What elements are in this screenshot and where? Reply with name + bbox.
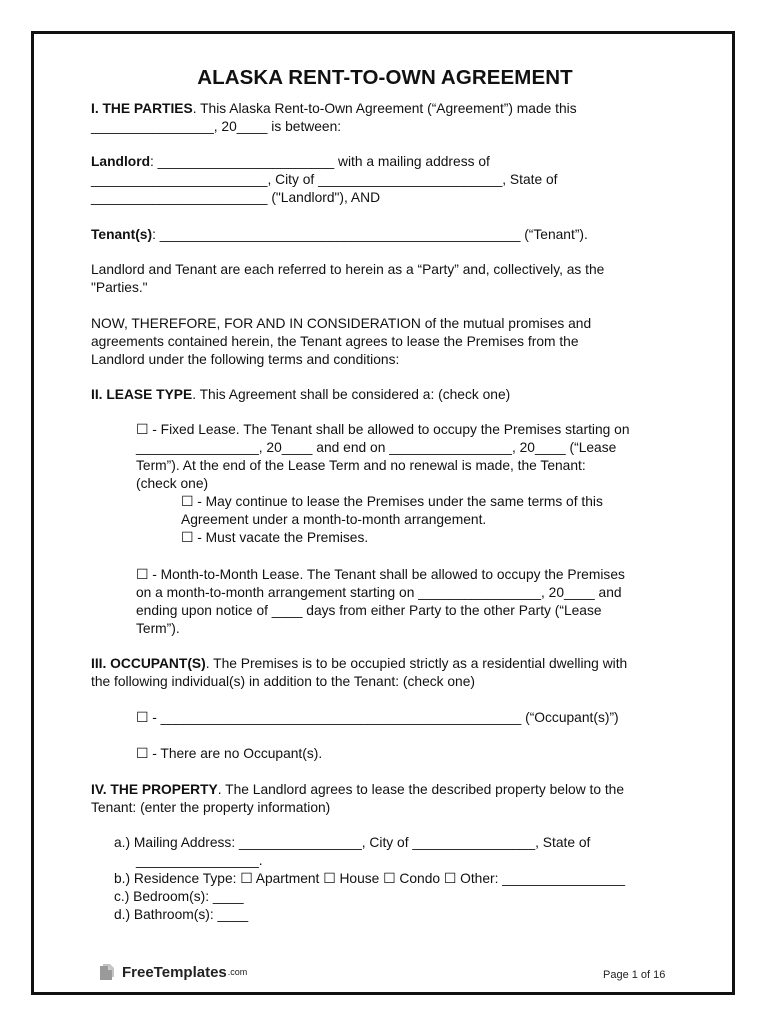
now-para-line-2: agreements contained herein, the Tenant agrees to lease the Premises from the: [91, 334, 579, 349]
page-number: Page 1 of 16: [603, 969, 666, 981]
landlord-label: Landlord: [91, 154, 151, 169]
occupant-checkbox[interactable]: ☐: [136, 710, 149, 725]
continue-checkbox[interactable]: ☐: [181, 494, 194, 509]
tenant-line: Tenant(s): _______________________________________________ (“Tenant”).: [91, 227, 588, 242]
occupants-line-1: III. OCCUPANT(S). The Premises is to be occupied strictly as a residential dwelling with: [91, 656, 628, 671]
landlord-line-3: _______________________ ("Landlord"), AND: [91, 190, 381, 205]
mailing-address-line-2: ________________.: [136, 853, 263, 868]
month-lease-line-1: ☐ - Month-to-Month Lease. The Tenant shall be allowed to occupy the Premises: [136, 567, 625, 582]
no-occupant-checkbox[interactable]: ☐: [136, 746, 149, 761]
freetemplates-logo: [98, 963, 247, 981]
occupants-line-2: the following individual(s) in addition to the Tenant: (check one): [91, 674, 475, 689]
parties-line-2: ________________, 20____ is between:: [91, 119, 342, 134]
fixed-lease-line-3: Term”). At the end of the Lease Term and no renewal is made, the Tenant:: [136, 458, 586, 473]
vacate-option: ☐ - Must vacate the Premises.: [181, 530, 369, 545]
bathrooms-line: d.) Bathroom(s): ____: [114, 907, 249, 922]
occupant-option-2: ☐ - There are no Occupant(s).: [136, 746, 323, 761]
parties-heading: I. THE PARTIES: [91, 101, 193, 116]
month-lease-line-3: ending upon notice of ____ days from either Party to the other Party (“Lease: [136, 603, 602, 618]
property-line-1: IV. THE PROPERTY. The Landlord agrees to lease the described property below to the: [91, 782, 625, 797]
logo-text: FreeTemplates: [122, 963, 227, 981]
continue-option-line-1: ☐ - May continue to lease the Premises under the same terms of this: [181, 494, 603, 509]
now-para-line-1: NOW, THEREFORE, FOR AND IN CONSIDERATION of the mutual promises and: [91, 316, 592, 331]
party-para-line-1: Landlord and Tenant are each referred to herein as a “Party” and, collectively, as the: [91, 262, 605, 277]
tenant-label: Tenant(s): [91, 227, 153, 242]
document-logo-icon: [98, 963, 116, 981]
landlord-line-2: _______________________, City of ________________________, State of: [91, 172, 558, 187]
condo-checkbox[interactable]: ☐: [383, 871, 396, 886]
house-checkbox[interactable]: ☐: [323, 871, 336, 886]
other-checkbox[interactable]: ☐: [443, 871, 457, 886]
apartment-checkbox[interactable]: ☐: [240, 871, 253, 886]
party-para-line-2: "Parties.": [91, 280, 148, 295]
bedrooms-line: c.) Bedroom(s): ____: [114, 889, 244, 904]
vacate-checkbox[interactable]: ☐: [181, 530, 194, 545]
fixed-lease-line-1: ☐ - Fixed Lease. The Tenant shall be allowed to occupy the Premises starting on: [136, 422, 630, 437]
fixed-lease-line-4: (check one): [136, 476, 209, 491]
lease-type-line: II. LEASE TYPE. This Agreement shall be considered a: (check one): [91, 387, 511, 402]
parties-line-1: I. THE PARTIES. This Alaska Rent-to-Own Agreement (“Agreement”) made this: [91, 101, 577, 116]
occupant-option-1: ☐ - _______________________________________________ (“Occupant(s)”): [136, 710, 619, 725]
property-line-2: Tenant: (enter the property information): [91, 800, 331, 815]
lease-type-heading: II. LEASE TYPE: [91, 387, 193, 402]
mailing-address-line-1: a.) Mailing Address: ________________, City of ________________, State of: [114, 835, 591, 850]
month-lease-checkbox[interactable]: ☐: [136, 567, 149, 582]
landlord-line-1: Landlord: _______________________ with a mailing address of: [91, 154, 490, 169]
residence-type-line: b.) Residence Type: ☐ Apartment ☐ House ☐ Condo ☐ Other: ________________: [114, 871, 626, 886]
continue-option-line-2: Agreement under a month-to-month arrangement.: [181, 512, 487, 527]
fixed-lease-line-2: ________________, 20____ and end on ________________, 20____ (“Lease: [136, 440, 617, 455]
month-lease-line-2: on a month-to-month arrangement starting on ________________, 20____ and: [136, 585, 622, 600]
month-lease-line-4: Term”).: [136, 621, 180, 636]
logo-suffix: .com: [227, 967, 248, 977]
now-para-line-3: Landlord under the following terms and conditions:: [91, 352, 400, 367]
fixed-lease-checkbox[interactable]: ☐: [136, 422, 149, 437]
property-heading: IV. THE PROPERTY: [91, 782, 218, 797]
document-title: ALASKA RENT-TO-OWN AGREEMENT: [197, 66, 573, 89]
occupants-heading: III. OCCUPANT(S): [91, 656, 206, 671]
